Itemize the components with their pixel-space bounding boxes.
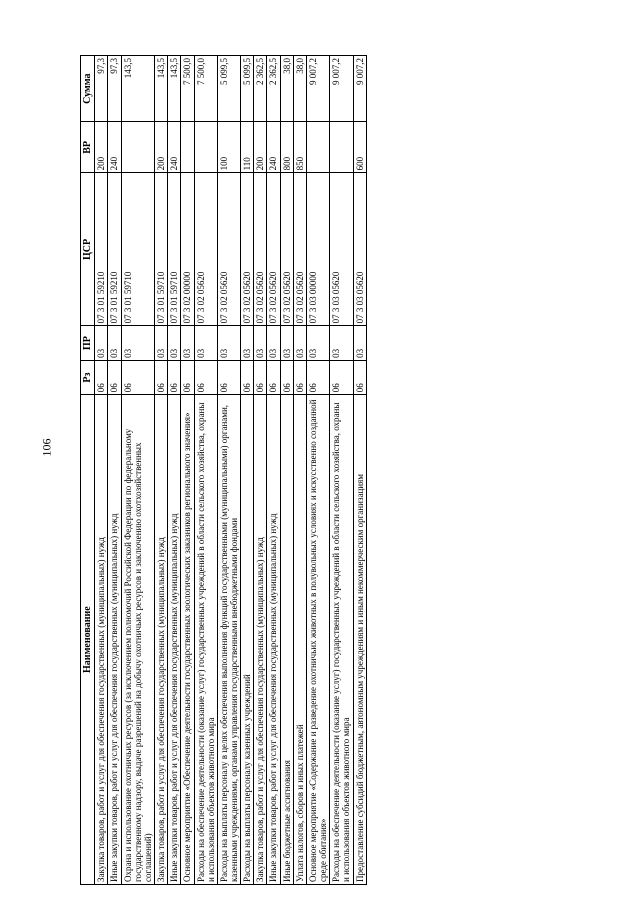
cell-name: Основное мероприятие «Обеспечение деятельности государственных зоологических заказников регионального значения»: [181, 395, 194, 885]
table-row: [95, 56, 108, 885]
cell-csr: 07 3 02 05620: [267, 173, 280, 326]
cell-rz: 06: [95, 360, 108, 394]
cell-sum: 38,0: [293, 56, 306, 122]
cell-pr: 03: [254, 326, 267, 360]
header-name: Наименование: [81, 395, 95, 885]
budget-table: [80, 55, 367, 885]
cell-rz: 06: [330, 360, 353, 394]
cell-pr: 03: [293, 326, 306, 360]
cell-csr: 07 3 02 05620: [194, 173, 217, 326]
cell-pr: 03: [121, 326, 154, 360]
cell-sum: 9 007,2: [306, 56, 329, 122]
cell-name: Основное мероприятие «Содержание и разведение охотничьих животных в полувольных условиях и искусственно созданной среде обитания»: [306, 395, 329, 885]
cell-rz: 06: [306, 360, 329, 394]
cell-sum: 9 007,2: [330, 56, 353, 122]
cell-vr: 200: [254, 122, 267, 173]
cell-name: Уплата налогов, сборов и иных платежей: [293, 395, 306, 885]
cell-name: Расходы на выплаты персоналу в целях обеспечения выполнения функций государственными (муниципальными) органами, казенными учреждениями, органами управления государственными внебюджетными фондами: [217, 395, 240, 885]
cell-vr: 240: [168, 122, 181, 173]
rotated-page-content: [80, 55, 580, 885]
table-row: [168, 56, 181, 885]
cell-vr: 100: [217, 122, 240, 173]
table-header-row: [81, 56, 95, 885]
cell-rz: 06: [353, 360, 366, 394]
header-sum: Сумма: [81, 56, 95, 122]
cell-rz: 06: [121, 360, 154, 394]
cell-sum: 5 099,5: [241, 56, 254, 122]
table-row: [353, 56, 366, 885]
cell-sum: 2 362,5: [254, 56, 267, 122]
cell-name: Охрана и использование охотничьих ресурсов (за исключением полномочий Российской Федерации по федеральному государственному надзору, выдаче разрешений на добычу охотничьих ресурсов и заключению охотхозяйственных соглашений): [121, 395, 154, 885]
cell-pr: 03: [241, 326, 254, 360]
header-pr: ПР: [81, 326, 95, 360]
page-number: 106: [39, 438, 54, 457]
cell-csr: 07 3 02 05620: [217, 173, 240, 326]
cell-name: Расходы на обеспечение деятельности (оказание услуг) государственных учреждений в области сельского хозяйства, охраны и использования объектов животного мира: [194, 395, 217, 885]
table-body: [95, 56, 366, 885]
cell-rz: 06: [181, 360, 194, 394]
table-row: [194, 56, 217, 885]
cell-pr: 03: [194, 326, 217, 360]
cell-csr: 07 3 01 59710: [168, 173, 181, 326]
cell-rz: 06: [280, 360, 293, 394]
cell-rz: 06: [168, 360, 181, 394]
cell-csr: 07 3 01 59210: [108, 173, 121, 326]
cell-pr: 03: [306, 326, 329, 360]
cell-pr: 03: [95, 326, 108, 360]
table-row: [108, 56, 121, 885]
cell-pr: 03: [168, 326, 181, 360]
cell-vr: 200: [95, 122, 108, 173]
cell-pr: 03: [280, 326, 293, 360]
cell-csr: 07 3 02 05620: [280, 173, 293, 326]
cell-vr: [330, 122, 353, 173]
cell-rz: 06: [254, 360, 267, 394]
cell-pr: 03: [353, 326, 366, 360]
cell-vr: [194, 122, 217, 173]
table-row: [254, 56, 267, 885]
cell-csr: 07 3 03 00000: [306, 173, 329, 326]
cell-name: Расходы на выплаты персоналу казенных учреждений: [241, 395, 254, 885]
header-rz: Рз: [81, 360, 95, 394]
cell-pr: 03: [267, 326, 280, 360]
cell-csr: 07 3 02 05620: [293, 173, 306, 326]
cell-pr: 03: [217, 326, 240, 360]
cell-pr: 03: [155, 326, 168, 360]
cell-name: Предоставление субсидий бюджетным, автономным учреждениям и иным некоммерческим организациям: [353, 395, 366, 885]
table-row: [280, 56, 293, 885]
cell-name: Закупка товаров, работ и услуг для обеспечения государственных (муниципальных) нужд: [254, 395, 267, 885]
cell-sum: 7 500,0: [181, 56, 194, 122]
cell-rz: 06: [217, 360, 240, 394]
cell-rz: 06: [108, 360, 121, 394]
cell-csr: 07 3 03 05620: [330, 173, 353, 326]
cell-sum: 143,5: [155, 56, 168, 122]
cell-name: Расходы на обеспечение деятельности (оказание услуг) государственных учреждений в области сельского хозяйства, охраны и использования объектов животного мира: [330, 395, 353, 885]
table-row: [330, 56, 353, 885]
table-row: [121, 56, 154, 885]
cell-vr: 240: [267, 122, 280, 173]
cell-sum: 5 099,5: [217, 56, 240, 122]
cell-csr: 07 3 03 05620: [353, 173, 366, 326]
cell-sum: 143,5: [168, 56, 181, 122]
cell-rz: 06: [267, 360, 280, 394]
cell-vr: 240: [108, 122, 121, 173]
cell-csr: 07 3 02 05620: [254, 173, 267, 326]
cell-rz: 06: [241, 360, 254, 394]
cell-sum: 143,5: [121, 56, 154, 122]
table-row: [306, 56, 329, 885]
table-row: [267, 56, 280, 885]
table-row: [155, 56, 168, 885]
cell-pr: 03: [181, 326, 194, 360]
cell-sum: 7 500,0: [194, 56, 217, 122]
cell-sum: 9 007,2: [353, 56, 366, 122]
cell-vr: 200: [155, 122, 168, 173]
cell-vr: 850: [293, 122, 306, 173]
cell-sum: 97,3: [95, 56, 108, 122]
cell-csr: 07 3 02 05620: [241, 173, 254, 326]
table-row: [241, 56, 254, 885]
cell-name: Закупка товаров, работ и услуг для обеспечения государственных (муниципальных) нужд: [155, 395, 168, 885]
cell-sum: 38,0: [280, 56, 293, 122]
cell-vr: [121, 122, 154, 173]
cell-vr: 110: [241, 122, 254, 173]
header-csr: ЦСР: [81, 173, 95, 326]
cell-pr: 03: [108, 326, 121, 360]
cell-csr: 07 3 02 00000: [181, 173, 194, 326]
cell-name: Закупка товаров, работ и услуг для обеспечения государственных (муниципальных) нужд: [95, 395, 108, 885]
cell-name: Иные закупки товаров, работ и услуг для обеспечения государственных (муниципальных) нужд: [108, 395, 121, 885]
cell-name: Иные закупки товаров, работ и услуг для обеспечения государственных (муниципальных) нужд: [168, 395, 181, 885]
cell-sum: 97,3: [108, 56, 121, 122]
table-row: [181, 56, 194, 885]
cell-vr: 800: [280, 122, 293, 173]
cell-name: Иные закупки товаров, работ и услуг для обеспечения государственных (муниципальных) нужд: [267, 395, 280, 885]
table-row: [293, 56, 306, 885]
cell-pr: 03: [330, 326, 353, 360]
header-vr: ВР: [81, 122, 95, 173]
cell-csr: 07 3 01 59710: [155, 173, 168, 326]
cell-csr: 07 3 01 59710: [121, 173, 154, 326]
cell-vr: 600: [353, 122, 366, 173]
cell-rz: 06: [194, 360, 217, 394]
cell-rz: 06: [293, 360, 306, 394]
cell-sum: 2 362,5: [267, 56, 280, 122]
cell-name: Иные бюджетные ассигнования: [280, 395, 293, 885]
cell-csr: 07 3 01 59210: [95, 173, 108, 326]
table-row: [217, 56, 240, 885]
cell-vr: [181, 122, 194, 173]
cell-vr: [306, 122, 329, 173]
cell-rz: 06: [155, 360, 168, 394]
